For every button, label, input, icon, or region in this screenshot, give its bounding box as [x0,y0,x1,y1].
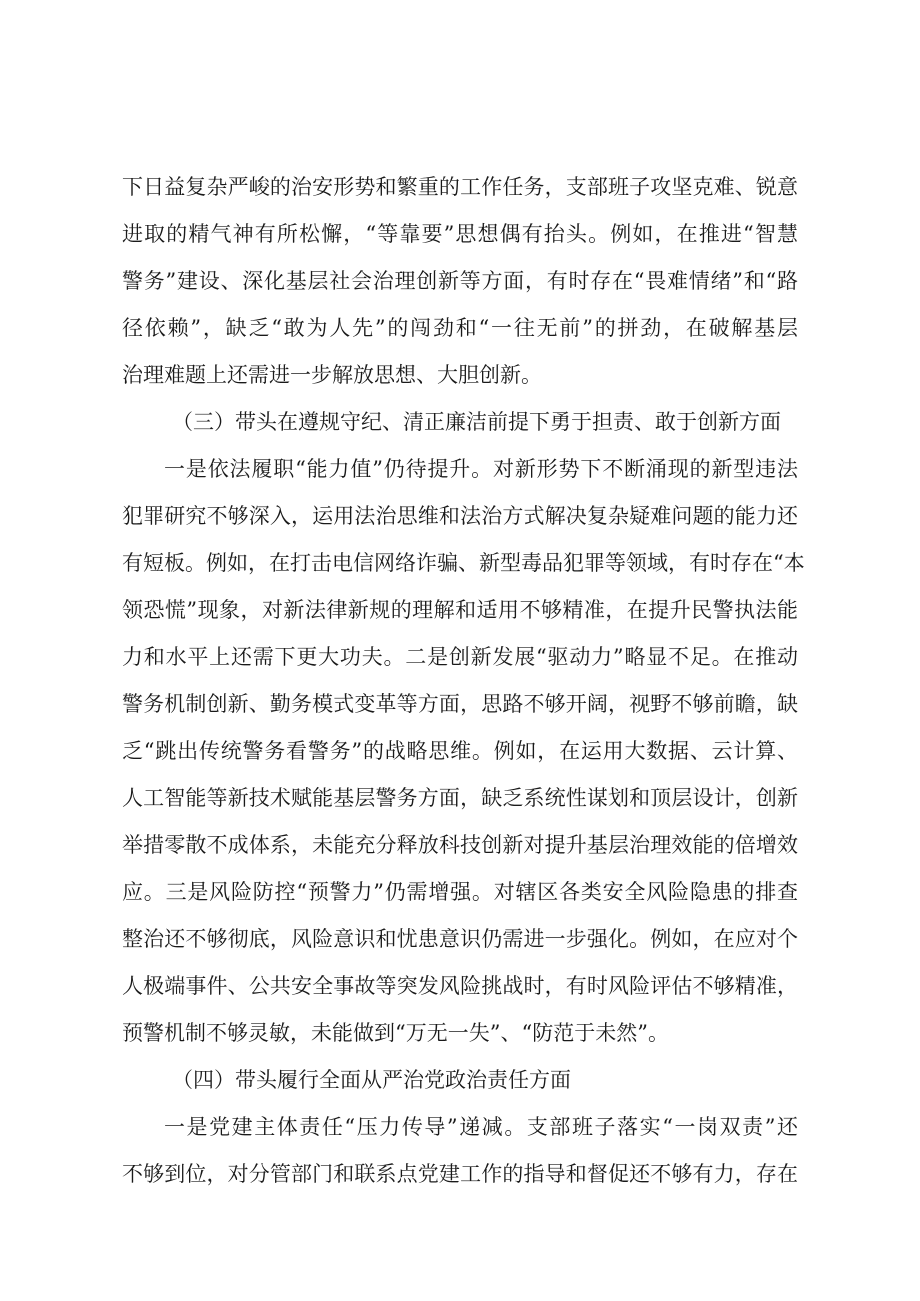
section-heading: （三）带头在遵规守纪、清正廉洁前提下勇于担责、敢于创新方面 [172,410,781,434]
text-line: 一是党建主体责任“压力传导”递减。支部班子落实“一岗双责”还 [164,1115,798,1139]
document-body [122,164,805,1198]
text-line: 警务”建设、深化基层社会治理创新等方面，有时存在“畏难情绪”和“路 [122,269,798,293]
text-line: 犯罪研究不够深入，运用法治思维和法治方式解决复杂疑难问题的能力还 [122,504,798,528]
text-line: 整治还不够彻底，风险意识和忧患意识仍需进一步强化。例如，在应对个 [122,927,798,951]
text-line: 人极端事件、公共安全事故等突发风险挑战时，有时风险评估不够精准， [122,974,798,998]
text-line: 领恐慌”现象，对新法律新规的理解和适用不够精准，在提升民警执法能 [122,598,798,622]
text-line: 举措零散不成体系，未能充分释放科技创新对提升基层治理效能的倍增效 [122,833,798,857]
text-line: 不够到位，对分管部门和联系点党建工作的指导和督促还不够有力，存在 [122,1162,798,1186]
text-line: 下日益复杂严峻的治安形势和繁重的工作任务，支部班子攻坚克难、锐意 [122,175,798,199]
text-line: 力和水平上还需下更大功夫。二是创新发展“驱动力”略显不足。在推动 [122,645,798,669]
text-line: 进取的精气神有所松懈，“等靠要”思想偶有抬头。例如，在推进“智慧 [122,222,798,246]
text-line: 人工智能等新技术赋能基层警务方面，缺乏系统性谋划和顶层设计，创新 [122,786,798,810]
text-line: 治理难题上还需进一步解放思想、大胆创新。 [122,363,542,387]
text-line: 应。三是风险防控“预警力”仍需增强。对辖区各类安全风险隐患的排查 [122,880,798,904]
text-line: 预警机制不够灵敏，未能做到“万无一失”、“防范于未然”。 [122,1021,669,1045]
text-line: 乏“跳出传统警务看警务”的战略思维。例如，在运用大数据、云计算、 [122,739,798,763]
text-line: 有短板。例如，在打击电信网络诈骗、新型毒品犯罪等领域，有时存在“本 [122,551,805,575]
text-line: 径依赖”，缺乏“敢为人先”的闯劲和“一往无前”的拼劲，在破解基层 [122,316,798,340]
text-line: 一是依法履职“能力值”仍待提升。对新形势下不断涌现的新型违法 [164,457,798,481]
text-line: 警务机制创新、勤务模式变革等方面，思路不够开阔，视野不够前瞻，缺 [122,692,798,716]
section-heading: （四）带头履行全面从严治党政治责任方面 [172,1068,571,1092]
